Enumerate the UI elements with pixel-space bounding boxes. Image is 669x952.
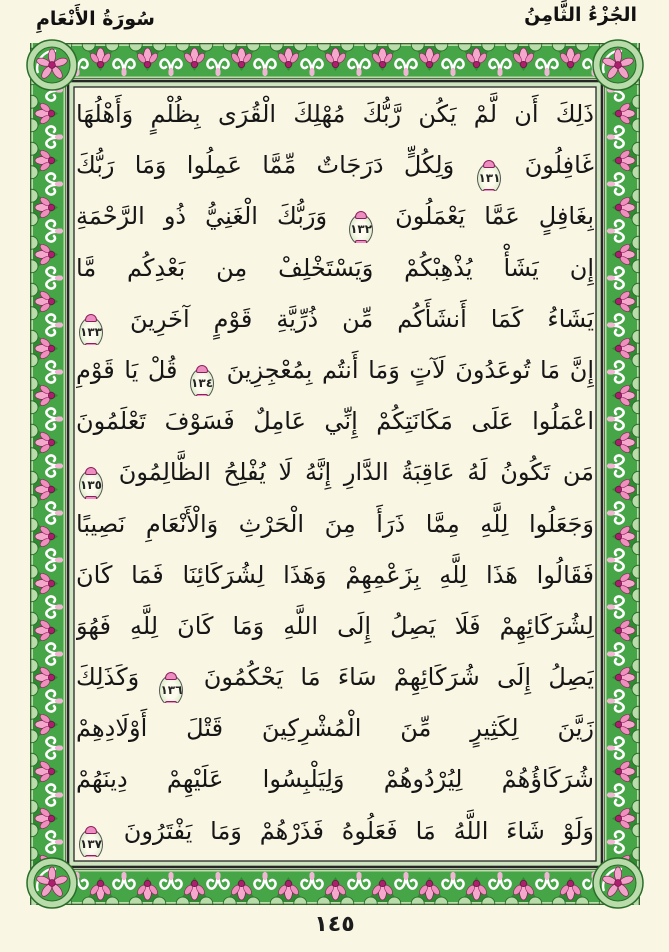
aya-end-marker	[79, 829, 103, 857]
quran-line	[76, 601, 594, 652]
surah-header-label: سُورَةُ الأَنْعَامِ	[36, 8, 155, 30]
verse-text: وَرَبُّكَ الْغَنِيُّ ذُو الرَّحْمَةِ	[76, 202, 347, 231]
verse-text: إِن يَشَأْ يُذْهِبْكُمْ وَيَسْتَخْلِفْ مِن بَعْدِكُم مَّا	[76, 253, 594, 282]
verse-text: يَشَاءُ كَمَا أَنشَأَكُم مِّن ذُرِّيَّةِ قَوْمٍ آخَرِينَ	[106, 304, 594, 333]
quran-line	[76, 754, 594, 805]
quran-line	[76, 191, 594, 242]
aya-end-marker	[159, 675, 183, 703]
verse-text: شُرَكَاؤُهُمْ لِيُرْدُوهُمْ وَلِيَلْبِسُوا عَلَيْهِمْ دِينَهُمْ	[76, 765, 594, 794]
verse-text: مَن تَكُونُ لَهُ عَاقِبَةُ الدَّارِ إِنَّهُ لَا يُفْلِحُ الظَّالِمُونَ	[106, 458, 594, 487]
quran-line	[76, 703, 594, 754]
verse-text: وَكَذَلِكَ	[76, 663, 157, 692]
quran-line	[76, 243, 594, 294]
quran-line	[76, 550, 594, 601]
aya-number: ١٣٣	[80, 324, 102, 339]
quran-line	[76, 89, 594, 140]
quran-lines	[76, 89, 594, 857]
quran-line	[76, 294, 594, 345]
aya-end-marker	[477, 163, 501, 191]
verse-text: زَيَّنَ لِكَثِيرٍ مِّنَ الْمُشْرِكِينَ قَتْلَ أَوْلَادِهِمْ	[76, 714, 594, 743]
verse-text: وَلَوْ شَاءَ اللَّهُ مَا فَعَلُوهُ فَذَرْهُمْ وَمَا يَفْتَرُونَ	[106, 816, 594, 845]
quran-line	[76, 447, 594, 498]
verse-text: لِشُرَكَائِهِمْ فَلَا يَصِلُ إِلَى اللَّهِ وَمَا كَانَ لِلَّهِ فَهُوَ	[76, 611, 594, 640]
aya-end-marker	[79, 470, 103, 498]
verse-text: إِنَّ مَا تُوعَدُونَ لَآتٍ وَمَا أَنتُم بِمُعْجِزِينَ	[217, 355, 594, 384]
aya-number: ١٣٧	[80, 836, 102, 851]
quran-line	[76, 652, 594, 703]
aya-end-marker	[79, 317, 103, 345]
verse-text: فَقَالُوا هَذَا لِلَّهِ بِزَعْمِهِمْ وَهَذَا لِشُرَكَائِنَا فَمَا كَانَ	[76, 560, 594, 589]
verse-text: قُلْ يَا قَوْمِ	[76, 355, 188, 384]
aya-number: ١٣٢	[350, 222, 373, 237]
quran-line	[76, 140, 594, 191]
aya-end-marker	[349, 214, 373, 242]
aya-number: ١٣٥	[80, 478, 102, 493]
quran-line	[76, 396, 594, 447]
quran-line	[76, 345, 594, 396]
verse-text: اعْمَلُوا عَلَى مَكَانَتِكُمْ إِنِّي عَامِلٌ فَسَوْفَ تَعْلَمُونَ	[76, 407, 594, 436]
aya-number: ١٣٦	[160, 683, 183, 698]
aya-number: ١٣١	[478, 171, 501, 186]
page-number: ١٤٥	[314, 912, 355, 937]
verse-text: وَلِكُلٍّ دَرَجَاتٌ مِّمَّا عَمِلُوا وَمَا رَبُّكَ	[76, 151, 475, 180]
verse-text: وَجَعَلُوا لِلَّهِ مِمَّا ذَرَأَ مِنَ الْحَرْثِ وَالْأَنْعَامِ نَصِيبًا	[76, 509, 594, 538]
aya-end-marker	[190, 368, 214, 396]
verse-text: غَافِلُونَ	[504, 151, 594, 180]
verse-text: بِغَافِلٍ عَمَّا يَعْمَلُونَ	[376, 202, 594, 231]
quran-text-area	[76, 89, 594, 857]
quran-line	[76, 499, 594, 550]
aya-number: ١٣٤	[191, 375, 214, 390]
verse-text: ذَلِكَ أَن لَّمْ يَكُن رَّبُّكَ مُهْلِكَ الْقُرَى بِظُلْمٍ وَأَهْلُهَا	[76, 100, 594, 128]
verse-text: يَصِلُ إِلَى شُرَكَائِهِمْ سَاءَ مَا يَحْكُمُونَ	[186, 663, 594, 692]
quran-line	[76, 806, 594, 857]
juz-header-label: الجُزْءُ الثَّامِنُ	[524, 4, 637, 26]
